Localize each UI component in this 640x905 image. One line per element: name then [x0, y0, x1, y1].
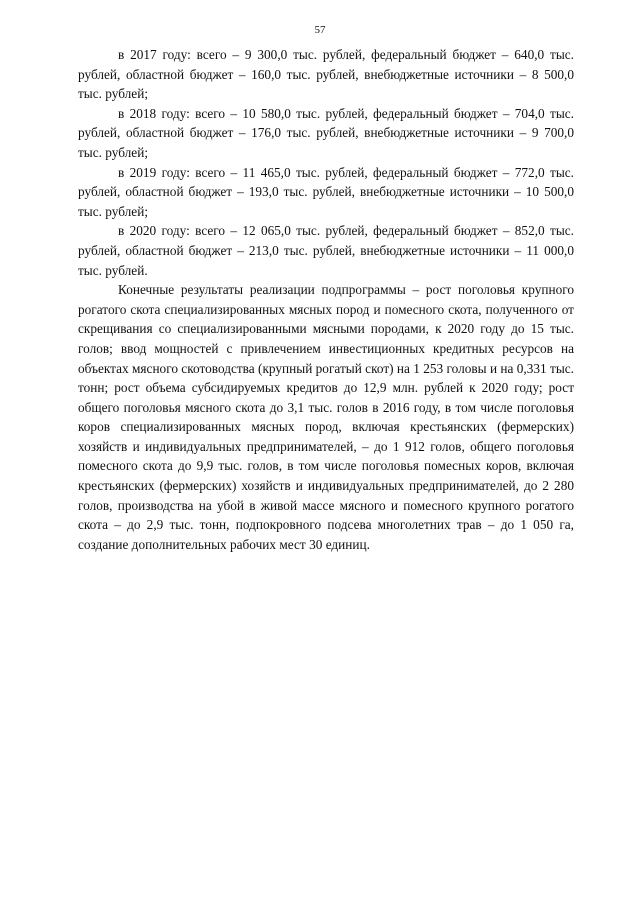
paragraph-final-results: Конечные результаты реализации подпрограммы – рост поголовья крупного рогатого скота специализированных мясных пород и помесного скота, полученного от скрещивания со специализированными мясными породами, к 2020 году до 15 тыс. голов; ввод мощностей с привлечением инвестиционных кредитных ресурсов на объектах мясного скотоводства (крупный рогатый скот) на 1 253 головы и на 0,331 тыс. тонн; рост объема субсидируемых кредитов до 12,9 млн. рублей к 2020 году; рост общего поголовья мясного скота до 3,1 тыс. голов в 2016 году, в том числе поголовья коров специализированных мясных пород, включая крестьянских (фермерских) хозяйств и индивидуальных предпринимателей, – до 1 912 голов, общего поголовья помесного скота до 9,9 тыс. голов, в том числе поголовья помесных коров, включая крестьянских (фермерских) хозяйств и индивидуальных предпринимателей, до 2 280 голов, производства на убой в живой массе мясного и помесного крупного рогатого скота – до 2,9 тыс. тонн, подпокровного подсева многолетних трав – до 1 050 га, создание дополнительных рабочих мест 30 единиц. — [78, 282, 574, 552]
paragraph-2020-funding: в 2020 году: всего – 12 065,0 тыс. рублей, федеральный бюджет – 852,0 тыс. рублей, областной бюджет – 213,0 тыс. рублей, внебюджетные источники – 11 000,0 тыс. рублей. — [78, 223, 574, 278]
paragraph-2018-funding: в 2018 году: всего – 10 580,0 тыс. рублей, федеральный бюджет – 704,0 тыс. рублей, областной бюджет – 176,0 тыс. рублей, внебюджетные источники – 9 700,0 тыс. рублей; — [78, 105, 574, 160]
document-body — [78, 45, 574, 554]
page-number: 57 — [314, 24, 326, 36]
paragraph-2019-funding: в 2019 году: всего – 11 465,0 тыс. рублей, федеральный бюджет – 772,0 тыс. рублей, областной бюджет – 193,0 тыс. рублей, внебюджетные источники – 10 500,0 тыс. рублей; — [78, 164, 574, 219]
paragraph-2017-funding: в 2017 году: всего – 9 300,0 тыс. рублей, федеральный бюджет – 640,0 тыс. рублей, областной бюджет – 160,0 тыс. рублей, внебюджетные источники – 8 500,0 тыс. рублей; — [78, 47, 574, 102]
